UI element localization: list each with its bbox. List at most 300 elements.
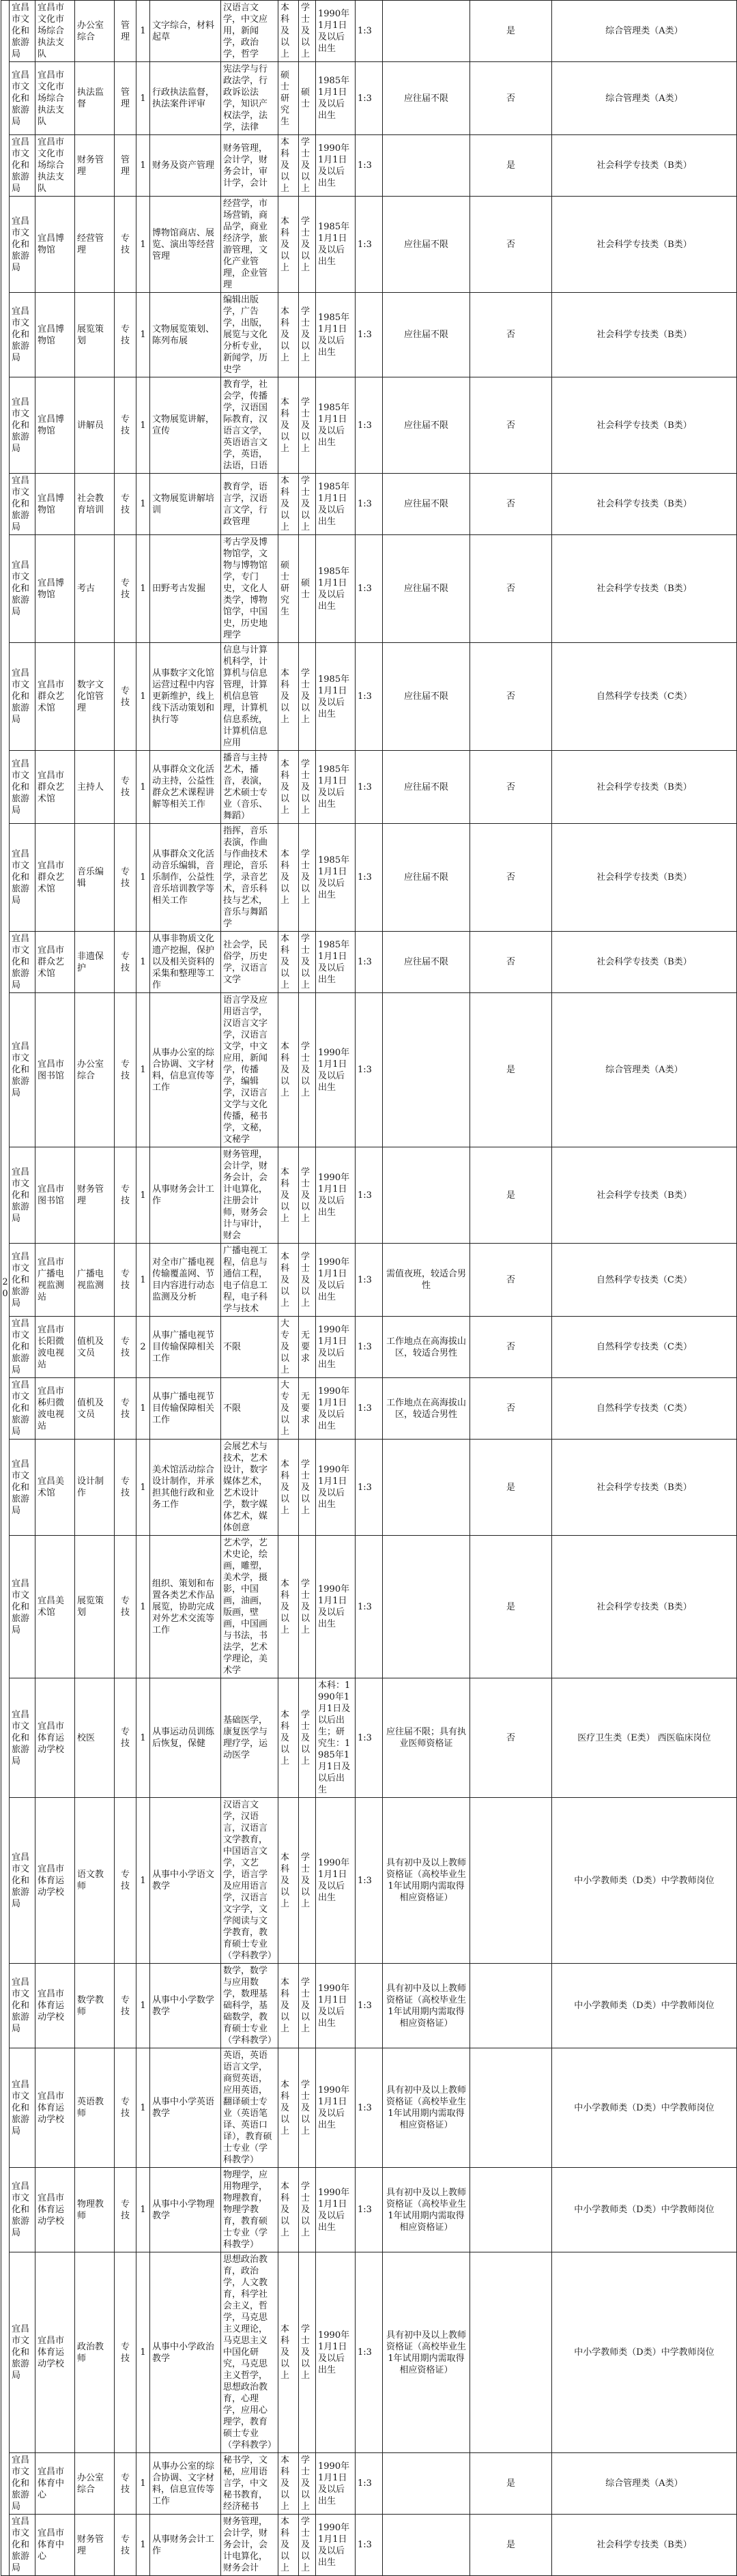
cell-other-requirements: 具有初中及以上教师资格证（高校毕业生1年试用期内需取得相应资格证） [383, 1964, 470, 2048]
cell-post-name: 办公室综合 [75, 2453, 115, 2515]
cell-age: 1990年1月1日及以后出生 [316, 1317, 356, 1378]
cell-department: 宜昌市文化和旅游局 [10, 1147, 35, 1244]
cell-headcount: 1 [136, 377, 150, 474]
cell-post-name: 讲解员 [75, 377, 115, 474]
cell-department: 宜昌市文化和旅游局 [10, 1317, 35, 1378]
cell-age: 1990年1月1日及以后出生 [316, 2048, 356, 2168]
cell-ratio: 1:3 [356, 474, 383, 535]
cell-department: 宜昌市文化和旅游局 [10, 1678, 35, 1798]
cell-degree: 学士及以上 [299, 2168, 316, 2252]
cell-department: 宜昌市文化和旅游局 [10, 2168, 35, 2252]
cell-age: 1985年1月1日及以后出生 [316, 643, 356, 751]
cell-post-name: 办公室综合 [75, 993, 115, 1147]
cell-post-type: 专技 [115, 1244, 136, 1317]
cell-other-requirements: 应往届不限 [383, 824, 470, 932]
cell-education: 本科及以上 [278, 2453, 299, 2515]
cell-degree: 学士及以上 [299, 751, 316, 824]
cell-age: 1990年1月1日及以后出生 [316, 1244, 356, 1317]
cell-ratio: 1:3 [356, 1, 383, 62]
cell-age: 1985年1月1日及以后出生 [316, 197, 356, 293]
cell-post-name: 考古 [75, 535, 115, 643]
cell-age: 1990年1月1日及以后出生 [316, 1, 356, 62]
cell-education: 硕士研究生 [278, 535, 299, 643]
cell-other-requirements: 具有初中及以上教师资格证（高校毕业生1年试用期内需取得相应资格证） [383, 2168, 470, 2252]
cell-age: 1990年1月1日及以后出生 [316, 1378, 356, 1440]
cell-age: 1990年1月1日及以后出生 [316, 135, 356, 197]
cell-unit: 宜昌市体育运动学校 [35, 1798, 75, 1964]
cell-education: 本科及以上 [278, 993, 299, 1147]
cell-unit: 宜昌美术馆 [35, 1536, 75, 1678]
cell-degree: 无要求 [299, 1317, 316, 1378]
cell-duty: 从事运动员训练后恢复，保健 [150, 1678, 221, 1798]
cell-post-name: 展览策划 [75, 1536, 115, 1678]
cell-post-name: 数字文化馆管理 [75, 643, 115, 751]
cell-post-type: 专技 [115, 377, 136, 474]
cell-unit: 宜昌市体育运动学校 [35, 2252, 75, 2453]
cell-duty: 从事办公室的综合协调、文字材料，信息宣传等工作 [150, 993, 221, 1147]
cell-education: 本科及以上 [278, 2168, 299, 2252]
cell-duty: 美术馆活动综合设计制作，并承担其他行政和业务工作 [150, 1440, 221, 1536]
cell-education: 本科及以上 [278, 1147, 299, 1244]
cell-duty: 对全市广播电视传输覆盖网、节目内容进行动态监测及分析 [150, 1244, 221, 1317]
cell-headcount: 1 [136, 474, 150, 535]
cell-age: 本科：1990年1月1日及以后出生；研究生：1985年1月1日及以后出生 [316, 1678, 356, 1798]
cell-written-exam [470, 2048, 552, 2168]
cell-post-name: 物理教师 [75, 2168, 115, 2252]
cell-major: 编辑出版学，广告学，出版，展览与文化分析专业，新闻学，历史学 [221, 293, 278, 377]
cell-education: 本科及以上 [278, 1964, 299, 2048]
cell-degree: 学士及以上 [299, 932, 316, 993]
cell-unit: 宜昌市群众艺术馆 [35, 932, 75, 993]
cell-exam-category: 中小学教师类（D类）中学教师岗位 [552, 2048, 737, 2168]
cell-exam-category: 中小学教师类（D类）中学教师岗位 [552, 1964, 737, 2048]
cell-department: 宜昌市文化和旅游局 [10, 197, 35, 293]
cell-written-exam: 否 [470, 643, 552, 751]
cell-age: 1990年1月1日及以后出生 [316, 1147, 356, 1244]
cell-education: 本科及以上 [278, 1, 299, 62]
cell-written-exam: 否 [470, 377, 552, 474]
cell-exam-category: 社会科学专技类（B类） [552, 474, 737, 535]
cell-major: 语言学及应用语言学，汉语言文字学，汉语言文学，中文应用，新闻学，传播学，编辑学，汉语言文学与文化传播，秘书学，文秘，文秘学 [221, 993, 278, 1147]
cell-post-type: 专技 [115, 1798, 136, 1964]
table-row [1, 2252, 737, 2453]
cell-exam-category: 社会科学专技类（B类） [552, 824, 737, 932]
table-row [1, 643, 737, 751]
cell-major: 汉语言文学，中文应用，新闻学，政治学，哲学 [221, 1, 278, 62]
cell-unit: 宜昌市群众艺术馆 [35, 824, 75, 932]
cell-post-name: 音乐编辑 [75, 824, 115, 932]
cell-written-exam [470, 1964, 552, 2048]
cell-degree: 学士及以上 [299, 643, 316, 751]
cell-unit: 宜昌市文化市场综合执法支队 [35, 62, 75, 135]
table-row [1, 2048, 737, 2168]
cell-ratio: 1:3 [356, 751, 383, 824]
cell-exam-category: 社会科学专技类（B类） [552, 932, 737, 993]
cell-education: 本科及以上 [278, 135, 299, 197]
cell-ratio: 1:3 [356, 643, 383, 751]
cell-age: 1990年1月1日及以后出生 [316, 1536, 356, 1678]
cell-headcount: 1 [136, 824, 150, 932]
cell-major: 数学，数学与应用数学，数理基础科学，基础数学，教育硕士专业（学科教学） [221, 1964, 278, 2048]
table-row [1, 1244, 737, 1317]
cell-post-type: 专技 [115, 535, 136, 643]
cell-written-exam: 是 [470, 1147, 552, 1244]
cell-written-exam: 是 [470, 135, 552, 197]
cell-age: 1985年1月1日及以后出生 [316, 474, 356, 535]
cell-age: 1990年1月1日及以后出生 [316, 2453, 356, 2515]
cell-post-type: 专技 [115, 751, 136, 824]
cell-department: 宜昌市文化和旅游局 [10, 535, 35, 643]
cell-duty: 从事中小学政治教学 [150, 2252, 221, 2453]
cell-duty: 从事群众文化活动主持，公益性群众艺术课程讲解等相关工作 [150, 751, 221, 824]
cell-ratio: 1:3 [356, 2048, 383, 2168]
table-row [1, 1964, 737, 2048]
cell-written-exam: 否 [470, 197, 552, 293]
cell-exam-category: 综合管理类（A类） [552, 993, 737, 1147]
cell-degree: 学士及以上 [299, 993, 316, 1147]
cell-exam-category: 社会科学专技类（B类） [552, 197, 737, 293]
table-row [1, 824, 737, 932]
cell-headcount: 1 [136, 2168, 150, 2252]
cell-other-requirements [383, 1536, 470, 1678]
cell-post-type: 专技 [115, 2515, 136, 2576]
cell-department: 宜昌市文化和旅游局 [10, 751, 35, 824]
cell-major: 艺术学，艺术史论，绘画，雕塑，美术学，摄影，中国画，油画，版画，壁画，中国画与书法，书法学，艺术学理论，美术学 [221, 1536, 278, 1678]
cell-headcount: 1 [136, 62, 150, 135]
cell-post-type: 专技 [115, 1964, 136, 2048]
cell-ratio: 1:3 [356, 197, 383, 293]
cell-unit: 宜昌市图书馆 [35, 993, 75, 1147]
cell-exam-category: 社会科学专技类（B类） [552, 2515, 737, 2576]
cell-written-exam: 是 [470, 2453, 552, 2515]
table-row [1, 2168, 737, 2252]
cell-major: 社会学，民俗学，历史学，汉语言文学 [221, 932, 278, 993]
cell-education: 本科及以上 [278, 474, 299, 535]
cell-post-type: 专技 [115, 1147, 136, 1244]
cell-unit: 宜昌市图书馆 [35, 1147, 75, 1244]
cell-education: 本科及以上 [278, 1798, 299, 1964]
cell-post-name: 执法监督 [75, 62, 115, 135]
cell-written-exam: 否 [470, 932, 552, 993]
cell-unit: 宜昌市群众艺术馆 [35, 643, 75, 751]
cell-age: 1985年1月1日及以后出生 [316, 535, 356, 643]
cell-education: 本科及以上 [278, 643, 299, 751]
cell-post-type: 专技 [115, 1317, 136, 1378]
cell-headcount: 1 [136, 1964, 150, 2048]
cell-written-exam: 否 [470, 293, 552, 377]
cell-duty: 从事办公室的综合协调、文字材料，信息宣传等工作 [150, 2453, 221, 2515]
cell-duty: 从事财务会计工作 [150, 2515, 221, 2576]
cell-exam-category: 自然科学专技类（C类） [552, 1378, 737, 1440]
cell-degree: 硕士 [299, 535, 316, 643]
cell-post-type: 专技 [115, 1378, 136, 1440]
cell-department: 宜昌市文化和旅游局 [10, 1964, 35, 2048]
cell-written-exam: 否 [470, 535, 552, 643]
cell-other-requirements [383, 1147, 470, 1244]
cell-other-requirements: 应往届不限 [383, 293, 470, 377]
cell-education: 本科及以上 [278, 1536, 299, 1678]
cell-other-requirements [383, 1440, 470, 1536]
cell-duty: 从事群众文化活动音乐编辑，音乐制作，公益性音乐培训教学等相关工作 [150, 824, 221, 932]
cell-ratio: 1:3 [356, 1317, 383, 1378]
cell-degree: 学士及以上 [299, 474, 316, 535]
cell-degree: 学士及以上 [299, 1244, 316, 1317]
cell-exam-category: 医疗卫生类（E类） 西医临床岗位 [552, 1678, 737, 1798]
table-row [1, 535, 737, 643]
table-row [1, 932, 737, 993]
cell-age: 1990年1月1日及以后出生 [316, 2515, 356, 2576]
cell-written-exam: 是 [470, 1536, 552, 1678]
cell-major: 教育学，社会学，传播学，汉语国际教育，汉语言文学，英语语言文学，英语，法语，日语 [221, 377, 278, 474]
cell-unit: 宜昌市文化市场综合执法支队 [35, 135, 75, 197]
cell-headcount: 1 [136, 135, 150, 197]
cell-education: 本科及以上 [278, 377, 299, 474]
cell-duty: 文物展览讲解培训 [150, 474, 221, 535]
cell-education: 本科及以上 [278, 197, 299, 293]
cell-duty: 文字综合，材料起草 [150, 1, 221, 62]
cell-post-name: 值机及文员 [75, 1378, 115, 1440]
cell-ratio: 1:3 [356, 1964, 383, 2048]
cell-ratio: 1:3 [356, 2252, 383, 2453]
cell-post-type: 专技 [115, 2252, 136, 2453]
cell-major: 宪法学与行政法学，行政诉讼法学，知识产权法学，法学，法律 [221, 62, 278, 135]
table-row [1, 2515, 737, 2576]
cell-other-requirements: 应往届不限 [383, 197, 470, 293]
cell-unit: 宜昌市广播电视监测站 [35, 1244, 75, 1317]
cell-post-name: 设计制作 [75, 1440, 115, 1536]
cell-unit: 宜昌市体育运动学校 [35, 2168, 75, 2252]
cell-other-requirements: 应往届不限 [383, 62, 470, 135]
cell-exam-category: 自然科学专技类（C类） [552, 1317, 737, 1378]
cell-age: 1985年1月1日及以后出生 [316, 932, 356, 993]
cell-post-name: 财务管理 [75, 2515, 115, 2576]
cell-duty: 行政执法监督，执法案件评审 [150, 62, 221, 135]
cell-major: 不限 [221, 1317, 278, 1378]
cell-exam-category: 社会科学专技类（B类） [552, 1440, 737, 1536]
cell-unit: 宜昌市体育运动学校 [35, 1678, 75, 1798]
cell-duty: 组织、策划和布置各类艺术作品展览，协助完成对外艺术交流等工作 [150, 1536, 221, 1678]
cell-exam-category: 综合管理类（A类） [552, 1, 737, 62]
cell-duty: 财务及资产管理 [150, 135, 221, 197]
cell-degree: 学士及以上 [299, 197, 316, 293]
cell-education: 本科及以上 [278, 932, 299, 993]
cell-post-type: 专技 [115, 2453, 136, 2515]
cell-degree: 学士及以上 [299, 1536, 316, 1678]
cell-written-exam: 否 [470, 1317, 552, 1378]
cell-major: 播音与主持艺术，播音，表演，艺术硕士专业（音乐、舞蹈） [221, 751, 278, 824]
cell-other-requirements: 需值夜班，较适合男性 [383, 1244, 470, 1317]
cell-other-requirements [383, 993, 470, 1147]
cell-major: 思想政治教育，政治学，人文教育，科学社会主义，哲学，马克思主义理论，马克思主义中国化研究，马克思主义哲学，思想政治教育，心理学，应用心理学，教育硕士专业（学科教学） [221, 2252, 278, 2453]
cell-post-type: 管理 [115, 1, 136, 62]
cell-department: 宜昌市文化和旅游局 [10, 1244, 35, 1317]
table-row [1, 293, 737, 377]
cell-exam-category: 中小学教师类（D类）中学教师岗位 [552, 2168, 737, 2252]
cell-ratio: 1:3 [356, 824, 383, 932]
cell-duty: 文物展览讲解，宣传 [150, 377, 221, 474]
cell-age: 1990年1月1日及以后出生 [316, 1798, 356, 1964]
cell-major: 不限 [221, 1378, 278, 1440]
cell-degree: 学士及以上 [299, 1678, 316, 1798]
cell-other-requirements: 应往届不限 [383, 932, 470, 993]
cell-major: 秘书学，文秘，应用语言学，中文秘书教育，经济秘书 [221, 2453, 278, 2515]
cell-exam-category: 社会科学专技类（B类） [552, 293, 737, 377]
cell-post-type: 管理 [115, 135, 136, 197]
cell-major: 会展艺术与技术，艺术设计，数字媒体艺术，艺术设计学，数字媒体艺术，媒体创意 [221, 1440, 278, 1536]
cell-major: 指挥，音乐表演，作曲与作曲技术理论，音乐学，录音艺术，音乐科技与艺术，音乐与舞蹈学 [221, 824, 278, 932]
cell-age: 1990年1月1日及以后出生 [316, 1964, 356, 2048]
cell-degree: 学士及以上 [299, 1147, 316, 1244]
cell-age: 1985年1月1日及以后出生 [316, 293, 356, 377]
cell-duty: 文物展览策划、陈列布展 [150, 293, 221, 377]
cell-age: 1985年1月1日及以后出生 [316, 377, 356, 474]
cell-department: 宜昌市文化和旅游局 [10, 2515, 35, 2576]
cell-major: 财务管理，会计学，财务会计，会计电算化，财务会计 [221, 2515, 278, 2576]
cell-post-type: 专技 [115, 824, 136, 932]
cell-post-name: 非遗保护 [75, 932, 115, 993]
cell-ratio: 1:3 [356, 2168, 383, 2252]
cell-other-requirements: 应往届不限 [383, 377, 470, 474]
cell-headcount: 1 [136, 2252, 150, 2453]
cell-education: 本科及以上 [278, 1440, 299, 1536]
cell-degree: 学士及以上 [299, 135, 316, 197]
cell-age: 1990年1月1日及以后出生 [316, 993, 356, 1147]
cell-ratio: 1:3 [356, 1440, 383, 1536]
cell-age: 1985年1月1日及以后出生 [316, 62, 356, 135]
cell-written-exam: 是 [470, 1, 552, 62]
cell-duty: 从事非物质文化遗产挖掘，保护以及相关资料的采集和整理等工作 [150, 932, 221, 993]
cell-headcount: 1 [136, 1147, 150, 1244]
cell-written-exam [470, 1798, 552, 1964]
cell-degree: 学士及以上 [299, 824, 316, 932]
cell-written-exam: 否 [470, 1678, 552, 1798]
cell-unit: 宜昌市体育中心 [35, 2515, 75, 2576]
cell-unit: 宜昌市文化市场综合执法支队 [35, 1, 75, 62]
cell-headcount: 1 [136, 1378, 150, 1440]
cell-post-name: 英语教师 [75, 2048, 115, 2168]
cell-age: 1990年1月1日及以后出生 [316, 1440, 356, 1536]
cell-written-exam: 否 [470, 824, 552, 932]
cell-department: 宜昌市文化和旅游局 [10, 1440, 35, 1536]
cell-exam-category: 社会科学专技类（B类） [552, 1536, 737, 1678]
cell-post-type: 专技 [115, 1536, 136, 1678]
cell-post-name: 广播电视监测 [75, 1244, 115, 1317]
cell-headcount: 1 [136, 293, 150, 377]
cell-degree: 学士及以上 [299, 1, 316, 62]
cell-headcount: 1 [136, 2515, 150, 2576]
cell-degree: 学士及以上 [299, 1440, 316, 1536]
cell-age: 1985年1月1日及以后出生 [316, 824, 356, 932]
table-row [1, 2453, 737, 2515]
cell-headcount: 1 [136, 932, 150, 993]
cell-headcount: 1 [136, 1, 150, 62]
cell-department: 宜昌市文化和旅游局 [10, 2453, 35, 2515]
cell-department: 宜昌市文化和旅游局 [10, 2252, 35, 2453]
cell-major: 财务管理，会计学，财务会计，审计学，会计 [221, 135, 278, 197]
table-row [1, 1536, 737, 1678]
cell-unit: 宜昌市群众艺术馆 [35, 751, 75, 824]
cell-ratio: 1:3 [356, 2453, 383, 2515]
cell-duty: 从事广播电视节目传输保障相关工作 [150, 1317, 221, 1378]
cell-major: 教育学，语言学，汉语言文学，行政管理 [221, 474, 278, 535]
cell-post-type: 专技 [115, 293, 136, 377]
cell-major: 汉语言文学，汉语言，汉语言文学教育，中国语言文学，文艺学，语言学及应用语言学，汉语言文字学，文学阅读与文学教育，教育硕士专业（学科教学） [221, 1798, 278, 1964]
cell-headcount: 1 [136, 1244, 150, 1317]
cell-education: 本科及以上 [278, 2048, 299, 2168]
cell-ratio: 1:3 [356, 535, 383, 643]
cell-post-type: 专技 [115, 197, 136, 293]
cell-unit: 宜昌博物馆 [35, 197, 75, 293]
cell-duty: 从事中小学数学教学 [150, 1964, 221, 2048]
cell-other-requirements: 工作地点在高海拔山区，较适合男性 [383, 1317, 470, 1378]
cell-department: 宜昌市文化和旅游局 [10, 293, 35, 377]
cell-other-requirements: 具有初中及以上教师资格证（高校毕业生1年试用期内需取得相应资格证） [383, 1798, 470, 1964]
cell-post-name: 财务管理 [75, 1147, 115, 1244]
cell-degree: 学士及以上 [299, 2453, 316, 2515]
cell-headcount: 1 [136, 1678, 150, 1798]
cell-degree: 学士及以上 [299, 2515, 316, 2576]
cell-education: 大专及以上 [278, 1378, 299, 1440]
cell-written-exam [470, 2252, 552, 2453]
cell-written-exam: 是 [470, 2515, 552, 2576]
cell-department: 宜昌市文化和旅游局 [10, 62, 35, 135]
cell-duty: 从事中小学物理教学 [150, 2168, 221, 2252]
cell-ratio: 1:3 [356, 1798, 383, 1964]
cell-post-name: 语文教师 [75, 1798, 115, 1964]
cell-department: 宜昌市文化和旅游局 [10, 993, 35, 1147]
cell-exam-category: 社会科学专技类（B类） [552, 135, 737, 197]
cell-post-name: 社会教育培训 [75, 474, 115, 535]
cell-ratio: 1:3 [356, 293, 383, 377]
cell-post-type: 专技 [115, 474, 136, 535]
cell-department: 宜昌市文化和旅游局 [10, 643, 35, 751]
table-row [1, 1147, 737, 1244]
cell-department: 宜昌市文化和旅游局 [10, 932, 35, 993]
cell-unit: 宜昌博物馆 [35, 293, 75, 377]
cell-degree: 学士及以上 [299, 1798, 316, 1964]
cell-duty: 博物馆商店、展览、演出等经营管理 [150, 197, 221, 293]
cell-post-name: 主持人 [75, 751, 115, 824]
cell-exam-category: 中小学教师类（D类）中学教师岗位 [552, 1798, 737, 1964]
table-row [1, 1378, 737, 1440]
cell-exam-category: 自然科学专技类（C类） [552, 1244, 737, 1317]
cell-ratio: 1:3 [356, 2515, 383, 2576]
cell-exam-category: 综合管理类（A类） [552, 62, 737, 135]
table-row [1, 1, 737, 62]
cell-post-type: 专技 [115, 1440, 136, 1536]
cell-headcount: 1 [136, 751, 150, 824]
cell-major: 考古学及博物馆学，文物与博物馆学，专门史，文化人类学，博物馆学，中国史，历史地理学 [221, 535, 278, 643]
cell-written-exam [470, 2168, 552, 2252]
cell-major: 信息与计算机科学，计算机与信息管理，计算机信息管理，计算机信息系统，计算机信息应用 [221, 643, 278, 751]
cell-degree: 学士及以上 [299, 1964, 316, 2048]
cell-written-exam: 否 [470, 474, 552, 535]
cell-other-requirements [383, 135, 470, 197]
cell-duty: 从事数字文化馆运营过程中内容更新维护，线上线下活动策划和执行等 [150, 643, 221, 751]
cell-education: 本科及以上 [278, 1678, 299, 1798]
cell-post-name: 展览策划 [75, 293, 115, 377]
cell-department: 宜昌市文化和旅游局 [10, 824, 35, 932]
cell-duty: 从事广播电视节目传输保障相关工作 [150, 1378, 221, 1440]
cell-unit: 宜昌市秭归微波电视站 [35, 1378, 75, 1440]
cell-education: 本科及以上 [278, 2252, 299, 2453]
cell-other-requirements: 应往届不限 [383, 751, 470, 824]
cell-department: 宜昌市文化和旅游局 [10, 135, 35, 197]
cell-exam-category: 社会科学专技类（B类） [552, 535, 737, 643]
cell-post-type: 专技 [115, 993, 136, 1147]
cell-education: 硕士研究生 [278, 62, 299, 135]
cell-major: 经营学，市场营销，商品学，商业经济学，旅游管理，文化产业管理，企业管理 [221, 197, 278, 293]
